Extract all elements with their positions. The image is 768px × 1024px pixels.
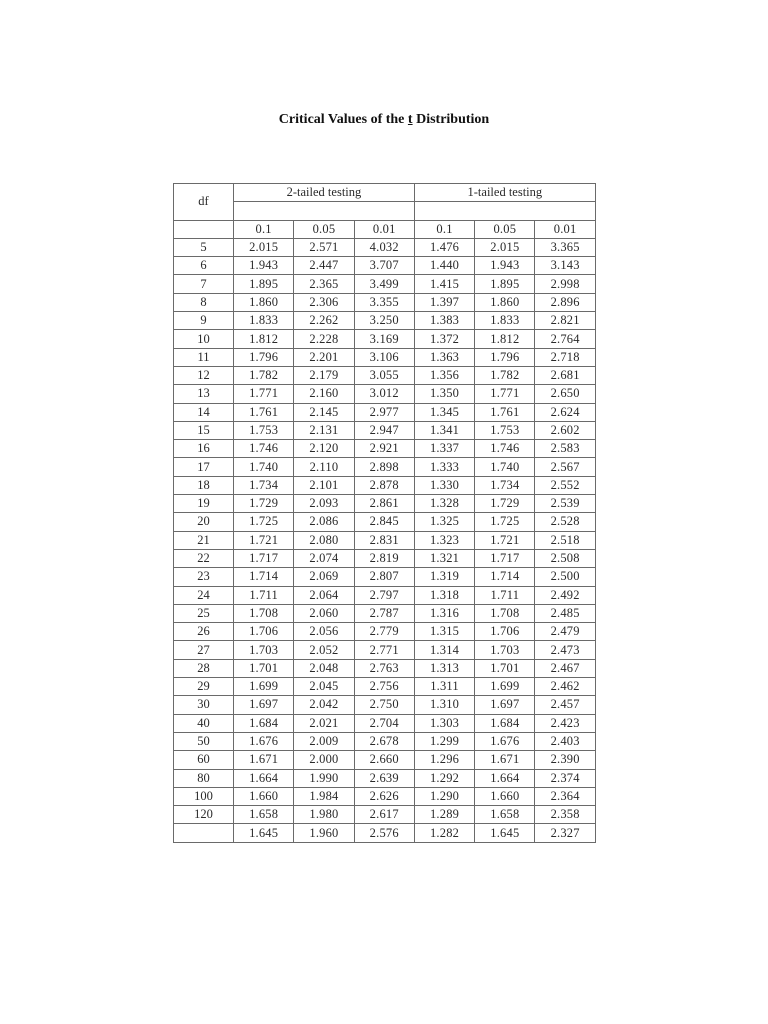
- critical-value-cell: 2.571: [294, 238, 354, 256]
- critical-value-cell: 1.699: [475, 678, 535, 696]
- critical-value-cell: 2.681: [535, 366, 595, 384]
- table-row: [174, 312, 596, 330]
- critical-value-cell: 2.763: [354, 659, 414, 677]
- table-row: [174, 769, 596, 787]
- critical-value-cell: 1.664: [475, 769, 535, 787]
- critical-value-cell: 2.921: [354, 440, 414, 458]
- table-row: [174, 678, 596, 696]
- critical-value-cell: 1.721: [475, 531, 535, 549]
- df-cell: 7: [174, 275, 234, 293]
- critical-value-cell: 1.984: [294, 787, 354, 805]
- critical-value-cell: 3.169: [354, 330, 414, 348]
- critical-value-cell: 3.055: [354, 366, 414, 384]
- df-cell: 23: [174, 568, 234, 586]
- critical-value-cell: 1.684: [234, 714, 294, 732]
- critical-value-cell: 2.660: [354, 751, 414, 769]
- table-row: [174, 366, 596, 384]
- critical-value-cell: 1.303: [414, 714, 474, 732]
- critical-value-cell: 2.365: [294, 275, 354, 293]
- critical-value-cell: 2.457: [535, 696, 595, 714]
- table-row: [174, 348, 596, 366]
- critical-value-cell: 2.977: [354, 403, 414, 421]
- critical-value-cell: 2.602: [535, 421, 595, 439]
- critical-value-cell: 1.415: [414, 275, 474, 293]
- table-row: [174, 732, 596, 750]
- critical-value-cell: 1.833: [234, 312, 294, 330]
- critical-value-cell: 1.658: [234, 806, 294, 824]
- critical-value-cell: 2.779: [354, 623, 414, 641]
- critical-value-cell: 2.228: [294, 330, 354, 348]
- df-cell: 9: [174, 312, 234, 330]
- critical-value-cell: 1.708: [475, 604, 535, 622]
- table-row: [174, 293, 596, 311]
- critical-value-cell: 2.048: [294, 659, 354, 677]
- df-cell: 28: [174, 659, 234, 677]
- critical-value-cell: 1.311: [414, 678, 474, 696]
- critical-value-cell: 2.771: [354, 641, 414, 659]
- df-cell: 80: [174, 769, 234, 787]
- alpha-header-row: [174, 220, 596, 238]
- table-row: [174, 495, 596, 513]
- critical-value-cell: 2.015: [234, 238, 294, 256]
- critical-value-cell: 1.812: [475, 330, 535, 348]
- df-cell: 10: [174, 330, 234, 348]
- critical-value-cell: 4.032: [354, 238, 414, 256]
- df-cell: 60: [174, 751, 234, 769]
- title-prefix: Critical Values of the: [278, 112, 408, 127]
- critical-value-cell: 2.896: [535, 293, 595, 311]
- critical-value-cell: 2.492: [535, 586, 595, 604]
- critical-value-cell: 1.645: [475, 824, 535, 842]
- df-cell: 25: [174, 604, 234, 622]
- table-row: [174, 238, 596, 256]
- critical-value-cell: 2.358: [535, 806, 595, 824]
- critical-value-cell: 1.740: [234, 458, 294, 476]
- table-row: [174, 440, 596, 458]
- critical-value-cell: 1.796: [475, 348, 535, 366]
- critical-value-cell: 1.699: [234, 678, 294, 696]
- table-row: [174, 275, 596, 293]
- df-cell: 26: [174, 623, 234, 641]
- critical-value-cell: 1.313: [414, 659, 474, 677]
- df-cell: 22: [174, 549, 234, 567]
- critical-value-cell: 2.390: [535, 751, 595, 769]
- df-cell: 120: [174, 806, 234, 824]
- critical-value-cell: 2.756: [354, 678, 414, 696]
- critical-value-cell: 2.807: [354, 568, 414, 586]
- critical-value-cell: 2.093: [294, 495, 354, 513]
- critical-value-cell: 3.106: [354, 348, 414, 366]
- critical-value-cell: 2.485: [535, 604, 595, 622]
- critical-value-cell: 2.009: [294, 732, 354, 750]
- critical-value-cell: 1.717: [234, 549, 294, 567]
- critical-value-cell: 1.282: [414, 824, 474, 842]
- critical-value-cell: 2.764: [535, 330, 595, 348]
- critical-value-cell: 2.583: [535, 440, 595, 458]
- critical-value-cell: 1.356: [414, 366, 474, 384]
- critical-value-cell: 1.943: [475, 257, 535, 275]
- blank-header-row: [174, 202, 596, 220]
- critical-value-cell: 2.403: [535, 732, 595, 750]
- df-cell: [174, 824, 234, 842]
- df-alpha-blank-cell: [174, 220, 234, 238]
- critical-value-cell: 1.714: [475, 568, 535, 586]
- df-cell: 19: [174, 495, 234, 513]
- critical-value-cell: 1.328: [414, 495, 474, 513]
- critical-value-cell: 1.314: [414, 641, 474, 659]
- alpha-header: 0.05: [294, 220, 354, 238]
- critical-value-cell: 1.701: [475, 659, 535, 677]
- critical-value-cell: 1.671: [475, 751, 535, 769]
- critical-value-cell: 2.797: [354, 586, 414, 604]
- critical-value-cell: 2.080: [294, 531, 354, 549]
- table-row: [174, 604, 596, 622]
- critical-value-cell: 1.860: [475, 293, 535, 311]
- table-row: [174, 257, 596, 275]
- df-cell: 27: [174, 641, 234, 659]
- df-cell: 13: [174, 385, 234, 403]
- critical-value-cell: 1.658: [475, 806, 535, 824]
- df-cell: 11: [174, 348, 234, 366]
- df-cell: 16: [174, 440, 234, 458]
- critical-value-cell: 1.761: [475, 403, 535, 421]
- critical-value-cell: 2.262: [294, 312, 354, 330]
- critical-value-cell: 1.289: [414, 806, 474, 824]
- critical-value-cell: 1.363: [414, 348, 474, 366]
- critical-value-cell: 2.819: [354, 549, 414, 567]
- critical-value-cell: 2.120: [294, 440, 354, 458]
- df-cell: 24: [174, 586, 234, 604]
- critical-value-cell: 2.528: [535, 513, 595, 531]
- critical-value-cell: 1.290: [414, 787, 474, 805]
- df-header: df: [174, 184, 234, 221]
- critical-value-cell: 1.397: [414, 293, 474, 311]
- critical-value-cell: 1.684: [475, 714, 535, 732]
- critical-value-cell: 1.664: [234, 769, 294, 787]
- critical-value-cell: 2.845: [354, 513, 414, 531]
- critical-value-cell: 3.355: [354, 293, 414, 311]
- critical-value-cell: 1.796: [234, 348, 294, 366]
- critical-value-cell: 1.782: [475, 366, 535, 384]
- critical-value-cell: 1.292: [414, 769, 474, 787]
- table-row: [174, 714, 596, 732]
- critical-value-cell: 1.337: [414, 440, 474, 458]
- df-cell: 6: [174, 257, 234, 275]
- critical-value-cell: 3.365: [535, 238, 595, 256]
- two-tailed-header: 2-tailed testing: [234, 184, 415, 202]
- critical-value-cell: 2.101: [294, 476, 354, 494]
- critical-value-cell: 2.639: [354, 769, 414, 787]
- critical-value-cell: 1.943: [234, 257, 294, 275]
- critical-value-cell: 2.052: [294, 641, 354, 659]
- critical-value-cell: 2.821: [535, 312, 595, 330]
- critical-value-cell: 1.717: [475, 549, 535, 567]
- table-row: [174, 696, 596, 714]
- critical-value-cell: 2.000: [294, 751, 354, 769]
- critical-value-cell: 2.327: [535, 824, 595, 842]
- critical-value-cell: 2.624: [535, 403, 595, 421]
- df-cell: 5: [174, 238, 234, 256]
- title-t-letter: t: [407, 112, 413, 127]
- critical-value-cell: 2.064: [294, 586, 354, 604]
- critical-value-cell: 1.753: [475, 421, 535, 439]
- critical-value-cell: 2.617: [354, 806, 414, 824]
- critical-value-cell: 1.341: [414, 421, 474, 439]
- critical-value-cell: 1.299: [414, 732, 474, 750]
- table-row: [174, 568, 596, 586]
- critical-value-cell: 2.650: [535, 385, 595, 403]
- critical-value-cell: 3.012: [354, 385, 414, 403]
- table-row: [174, 476, 596, 494]
- critical-value-cell: 1.310: [414, 696, 474, 714]
- critical-value-cell: 1.895: [234, 275, 294, 293]
- critical-value-cell: 1.782: [234, 366, 294, 384]
- critical-value-cell: 1.753: [234, 421, 294, 439]
- critical-value-cell: 2.678: [354, 732, 414, 750]
- critical-value-cell: 1.383: [414, 312, 474, 330]
- critical-value-cell: 3.499: [354, 275, 414, 293]
- df-cell: 29: [174, 678, 234, 696]
- critical-value-cell: 1.895: [475, 275, 535, 293]
- table-row: [174, 458, 596, 476]
- critical-value-cell: 3.250: [354, 312, 414, 330]
- critical-value-cell: 2.576: [354, 824, 414, 842]
- table-row: [174, 531, 596, 549]
- critical-value-cell: 1.714: [234, 568, 294, 586]
- critical-value-cell: 2.145: [294, 403, 354, 421]
- t-distribution-table: [173, 183, 596, 843]
- critical-value-cell: 1.761: [234, 403, 294, 421]
- df-cell: 21: [174, 531, 234, 549]
- critical-value-cell: 2.015: [475, 238, 535, 256]
- critical-value-cell: 2.998: [535, 275, 595, 293]
- critical-value-cell: 1.711: [234, 586, 294, 604]
- critical-value-cell: 2.056: [294, 623, 354, 641]
- critical-value-cell: 2.069: [294, 568, 354, 586]
- df-cell: 18: [174, 476, 234, 494]
- critical-value-cell: 2.626: [354, 787, 414, 805]
- critical-value-cell: 3.143: [535, 257, 595, 275]
- alpha-header: 0.1: [234, 220, 294, 238]
- critical-value-cell: 2.045: [294, 678, 354, 696]
- one-tailed-header: 1-tailed testing: [414, 184, 595, 202]
- critical-value-cell: 2.750: [354, 696, 414, 714]
- critical-value-cell: 2.110: [294, 458, 354, 476]
- critical-value-cell: 1.771: [475, 385, 535, 403]
- critical-value-cell: 2.552: [535, 476, 595, 494]
- critical-value-cell: 1.296: [414, 751, 474, 769]
- df-cell: 40: [174, 714, 234, 732]
- critical-value-cell: 1.319: [414, 568, 474, 586]
- critical-value-cell: 2.518: [535, 531, 595, 549]
- critical-value-cell: 2.947: [354, 421, 414, 439]
- critical-value-cell: 1.660: [234, 787, 294, 805]
- critical-value-cell: 1.711: [475, 586, 535, 604]
- critical-value-cell: 1.316: [414, 604, 474, 622]
- critical-value-cell: 1.729: [475, 495, 535, 513]
- table-row: [174, 586, 596, 604]
- critical-value-cell: 2.374: [535, 769, 595, 787]
- alpha-header: 0.01: [535, 220, 595, 238]
- critical-value-cell: 2.462: [535, 678, 595, 696]
- critical-value-cell: 2.131: [294, 421, 354, 439]
- two-tailed-blank-cell: [234, 202, 415, 220]
- table-row: [174, 623, 596, 641]
- critical-value-cell: 1.708: [234, 604, 294, 622]
- table-row: [174, 513, 596, 531]
- critical-value-cell: 1.676: [234, 732, 294, 750]
- critical-value-cell: 2.500: [535, 568, 595, 586]
- critical-value-cell: 1.980: [294, 806, 354, 824]
- critical-value-cell: 1.330: [414, 476, 474, 494]
- title-suffix: Distribution: [412, 112, 490, 127]
- critical-value-cell: 1.771: [234, 385, 294, 403]
- critical-value-cell: 2.074: [294, 549, 354, 567]
- critical-value-cell: 2.160: [294, 385, 354, 403]
- critical-value-cell: 2.898: [354, 458, 414, 476]
- critical-value-cell: 2.179: [294, 366, 354, 384]
- critical-value-cell: 2.508: [535, 549, 595, 567]
- df-cell: 14: [174, 403, 234, 421]
- critical-value-cell: 2.423: [535, 714, 595, 732]
- critical-value-cell: 1.345: [414, 403, 474, 421]
- critical-value-cell: 1.671: [234, 751, 294, 769]
- table-row: [174, 806, 596, 824]
- table-row: [174, 403, 596, 421]
- critical-value-cell: 2.306: [294, 293, 354, 311]
- df-cell: 50: [174, 732, 234, 750]
- critical-value-cell: 1.812: [234, 330, 294, 348]
- critical-value-cell: 1.440: [414, 257, 474, 275]
- df-cell: 12: [174, 366, 234, 384]
- critical-value-cell: 1.315: [414, 623, 474, 641]
- df-cell: 17: [174, 458, 234, 476]
- document-title: [0, 111, 768, 129]
- critical-value-cell: 1.729: [234, 495, 294, 513]
- critical-value-cell: 1.746: [234, 440, 294, 458]
- table-row: [174, 421, 596, 439]
- critical-value-cell: 1.318: [414, 586, 474, 604]
- critical-value-cell: 1.321: [414, 549, 474, 567]
- critical-value-cell: 1.725: [475, 513, 535, 531]
- critical-value-cell: 2.861: [354, 495, 414, 513]
- critical-value-cell: 1.701: [234, 659, 294, 677]
- alpha-header: 0.1: [414, 220, 474, 238]
- critical-value-cell: 2.021: [294, 714, 354, 732]
- critical-value-cell: 1.476: [414, 238, 474, 256]
- critical-value-cell: 1.645: [234, 824, 294, 842]
- critical-value-cell: 2.473: [535, 641, 595, 659]
- df-cell: 8: [174, 293, 234, 311]
- critical-value-cell: 1.725: [234, 513, 294, 531]
- table-row: [174, 641, 596, 659]
- critical-value-cell: 1.860: [234, 293, 294, 311]
- critical-value-cell: 2.831: [354, 531, 414, 549]
- table-row: [174, 659, 596, 677]
- critical-value-cell: 1.323: [414, 531, 474, 549]
- table-row: [174, 787, 596, 805]
- critical-value-cell: 2.479: [535, 623, 595, 641]
- alpha-header: 0.05: [475, 220, 535, 238]
- critical-value-cell: 2.086: [294, 513, 354, 531]
- critical-value-cell: 2.042: [294, 696, 354, 714]
- critical-value-cell: 2.878: [354, 476, 414, 494]
- critical-value-cell: 1.660: [475, 787, 535, 805]
- critical-value-cell: 2.567: [535, 458, 595, 476]
- critical-value-cell: 2.201: [294, 348, 354, 366]
- critical-value-cell: 2.704: [354, 714, 414, 732]
- table-row: [174, 751, 596, 769]
- critical-value-cell: 1.960: [294, 824, 354, 842]
- critical-value-cell: 2.467: [535, 659, 595, 677]
- critical-value-cell: 1.721: [234, 531, 294, 549]
- table-row: [174, 549, 596, 567]
- df-cell: 15: [174, 421, 234, 439]
- group-header-row: [174, 184, 596, 202]
- critical-value-cell: 1.706: [475, 623, 535, 641]
- critical-value-cell: 1.746: [475, 440, 535, 458]
- critical-value-cell: 1.325: [414, 513, 474, 531]
- table-row: [174, 385, 596, 403]
- critical-value-cell: 1.734: [234, 476, 294, 494]
- table-body: [174, 238, 596, 842]
- one-tailed-blank-cell: [414, 202, 595, 220]
- table-row: [174, 330, 596, 348]
- critical-value-cell: 2.060: [294, 604, 354, 622]
- critical-value-cell: 1.740: [475, 458, 535, 476]
- df-cell: 30: [174, 696, 234, 714]
- critical-value-cell: 1.333: [414, 458, 474, 476]
- critical-value-cell: 1.703: [234, 641, 294, 659]
- critical-value-cell: 1.676: [475, 732, 535, 750]
- df-cell: 100: [174, 787, 234, 805]
- critical-value-cell: 1.697: [475, 696, 535, 714]
- critical-value-cell: 1.372: [414, 330, 474, 348]
- critical-value-cell: 1.990: [294, 769, 354, 787]
- critical-value-cell: 2.718: [535, 348, 595, 366]
- critical-value-cell: 1.833: [475, 312, 535, 330]
- critical-value-cell: 1.703: [475, 641, 535, 659]
- critical-value-cell: 1.706: [234, 623, 294, 641]
- critical-value-cell: 2.447: [294, 257, 354, 275]
- table-row: [174, 824, 596, 842]
- df-cell: 20: [174, 513, 234, 531]
- alpha-header: 0.01: [354, 220, 414, 238]
- critical-value-cell: 2.539: [535, 495, 595, 513]
- critical-value-cell: 2.787: [354, 604, 414, 622]
- critical-value-cell: 1.734: [475, 476, 535, 494]
- critical-value-cell: 1.697: [234, 696, 294, 714]
- critical-value-cell: 2.364: [535, 787, 595, 805]
- critical-value-cell: 1.350: [414, 385, 474, 403]
- critical-value-cell: 3.707: [354, 257, 414, 275]
